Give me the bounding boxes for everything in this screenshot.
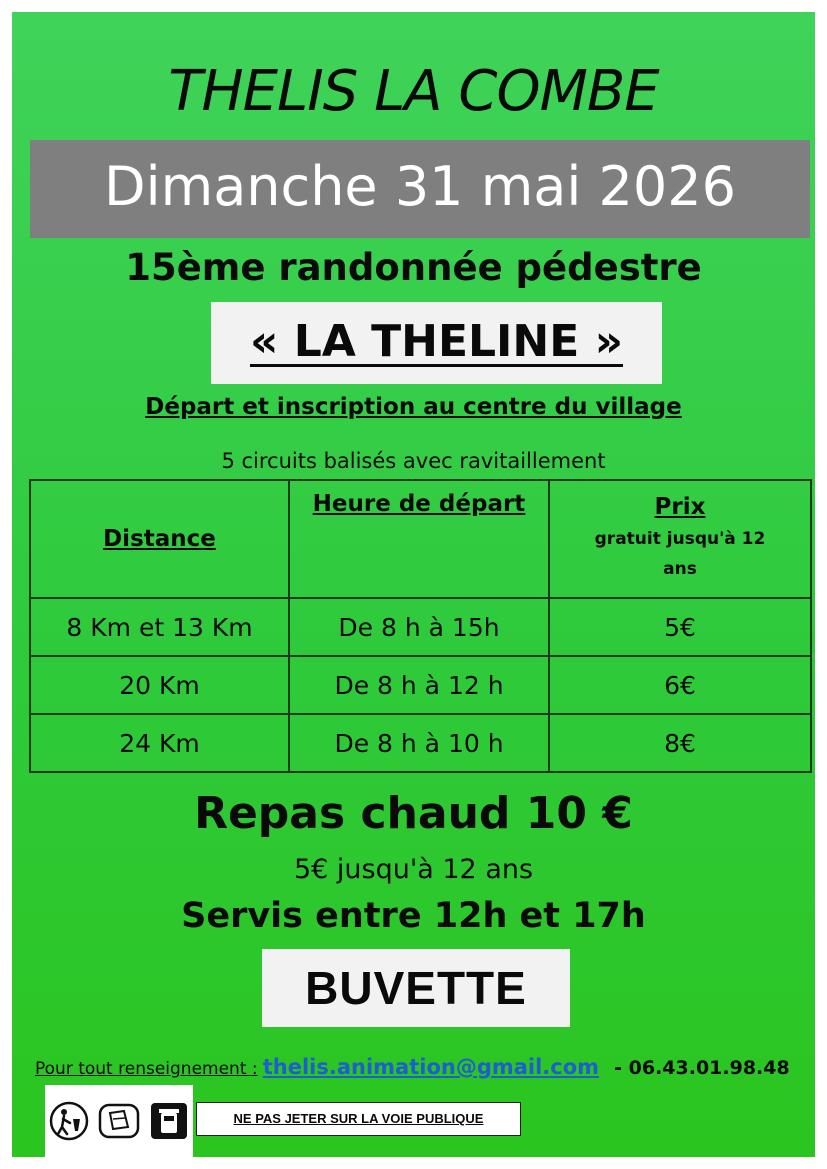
table-header-row <box>30 480 811 598</box>
town-title: THELIS LA COMBE <box>168 59 659 124</box>
cell-distance: 20 Km <box>30 656 289 714</box>
header-heure <box>289 480 549 598</box>
header-heure-label: Heure de départ <box>312 491 526 517</box>
circuits-info: 5 circuits balisés avec ravitaillement <box>221 449 606 473</box>
cell-prix: 8€ <box>549 714 811 772</box>
event-date: Dimanche 31 mai 2026 <box>30 140 810 238</box>
cell-prix: 6€ <box>549 656 811 714</box>
table-row <box>30 656 811 714</box>
litter-notice-text: NE PAS JETER SUR LA VOIE PUBLIQUE <box>233 1111 484 1126</box>
event-poster <box>12 12 815 1157</box>
meal-served-hours: Servis entre 12h et 17h <box>181 896 646 936</box>
cell-distance: 8 Km et 13 Km <box>30 598 289 656</box>
meal-child-price: 5€ jusqu'à 12 ans <box>293 854 534 885</box>
event-name-box <box>211 302 662 384</box>
contact-email-link[interactable]: thelis.animation@gmail.com <box>262 1055 600 1079</box>
contact-line <box>35 1052 815 1084</box>
header-prix <box>549 480 811 598</box>
header-prix-note: gratuit jusqu'à 12 ans <box>594 529 766 579</box>
cell-distance: 24 Km <box>30 714 289 772</box>
event-subtitle: 15ème randonnée pédestre <box>125 246 702 289</box>
cell-heure: De 8 h à 15h <box>289 598 549 656</box>
schedule-table <box>29 479 812 773</box>
header-distance-label: Distance <box>103 526 216 552</box>
contact-phone: - 06.43.01.98.48 <box>614 1057 790 1079</box>
cell-heure: De 8 h à 12 h <box>289 656 549 714</box>
event-name: « LA THELINE » <box>249 316 624 367</box>
header-prix-label: Prix <box>654 494 706 520</box>
meal-title: Repas chaud 10 € <box>194 788 633 839</box>
trash-bin-icon <box>149 1101 189 1141</box>
litter-notice <box>196 1102 521 1136</box>
contact-label: Pour tout renseignement : <box>35 1059 258 1079</box>
recycling-logos <box>45 1085 193 1157</box>
buvette-box: BUVETTE <box>262 949 570 1027</box>
header-distance <box>30 480 289 598</box>
paper-recycle-icon <box>97 1101 141 1141</box>
cell-heure: De 8 h à 10 h <box>289 714 549 772</box>
table-row <box>30 714 811 772</box>
departure-info: Départ et inscription au centre du village <box>145 394 682 420</box>
table-row <box>30 598 811 656</box>
cell-prix: 5€ <box>549 598 811 656</box>
recycling-person-icon <box>49 1101 89 1141</box>
